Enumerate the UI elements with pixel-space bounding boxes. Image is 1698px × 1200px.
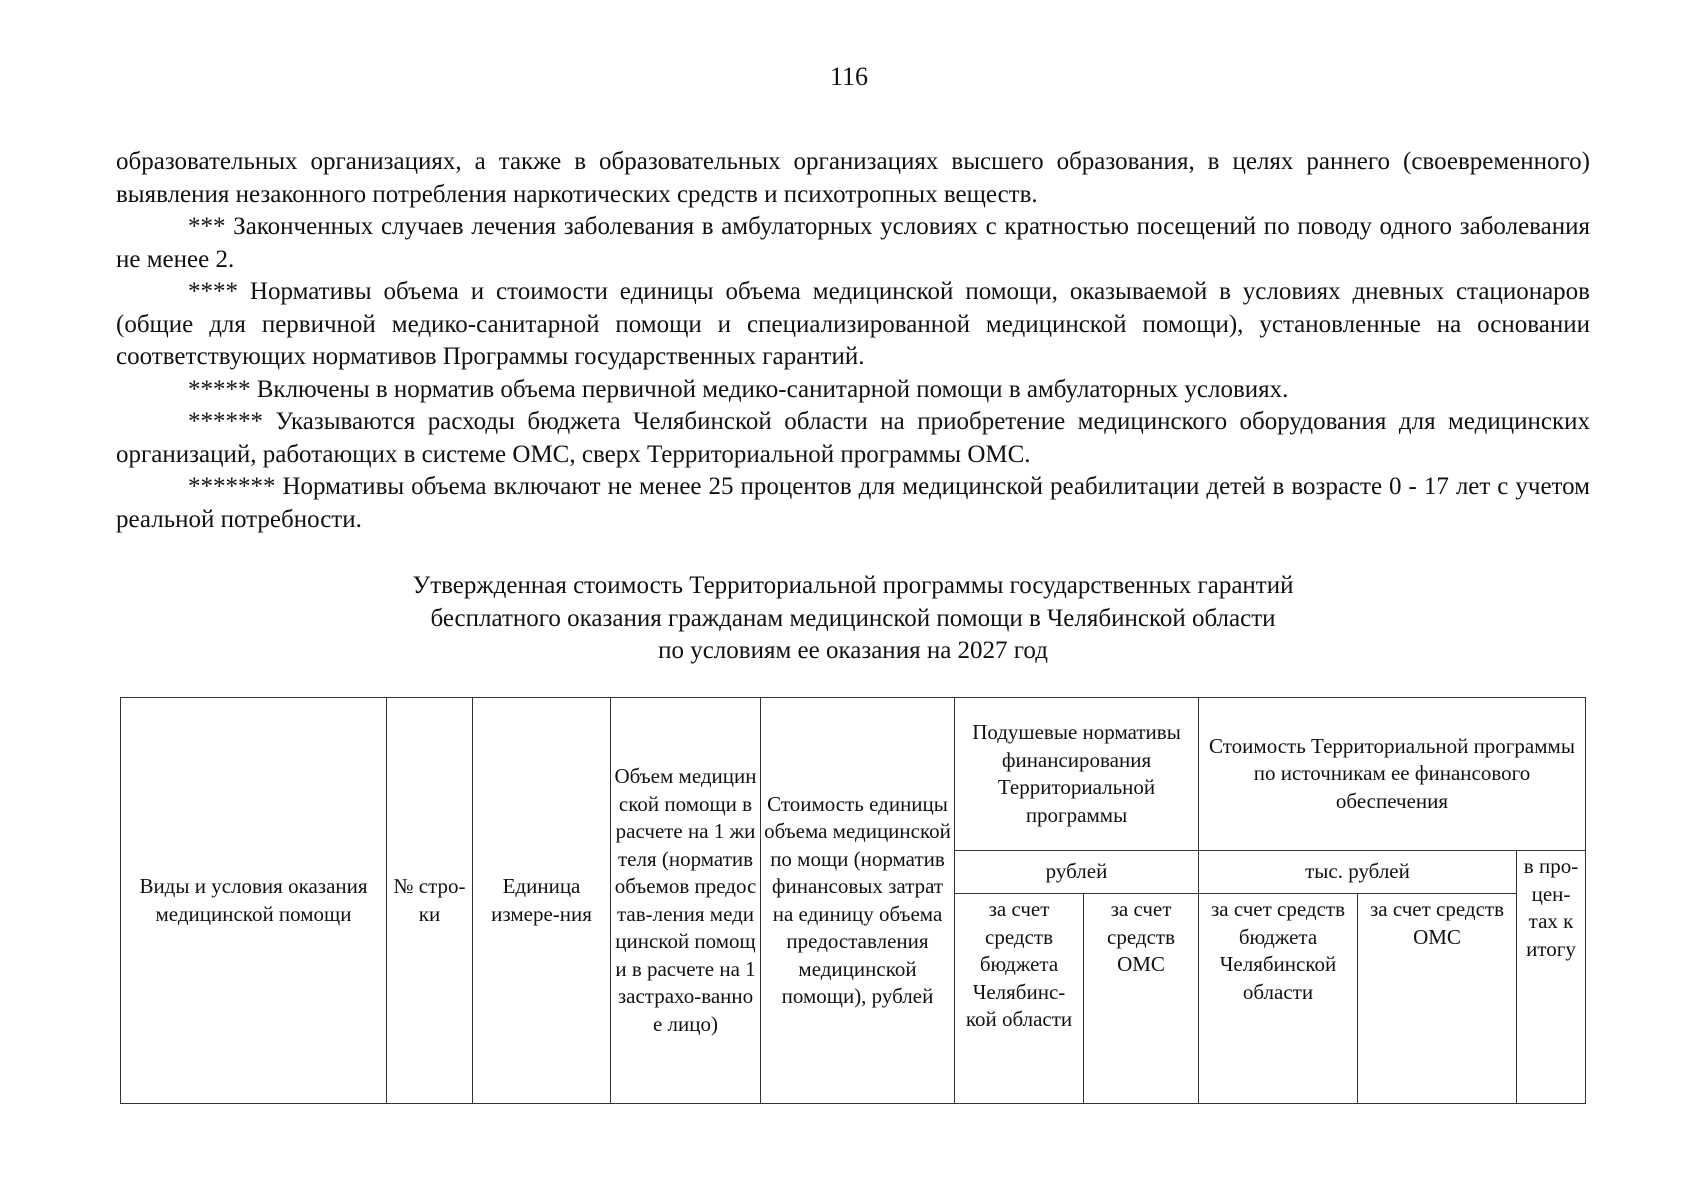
footnote-paragraph: ****** Указываются расходы бюджета Челябинской области на приобретение медицинского оборудования для медицинских организаций, работающих в системе ОМС, сверх Территориальной программы ОМС. <box>116 408 1590 468</box>
footnote-paragraph: ***** Включены в норматив объема первичной медико-санитарной помощи в амбулаторных условиях. <box>188 375 1289 403</box>
header-per-capita: Подушевые нормативы финансирования Территориальной программы <box>955 698 1199 851</box>
footnote-paragraph: *** Законченных случаев лечения заболевания в амбулаторных условиях с кратностью посещений по поводу одного заболевания не менее 2. <box>116 213 1590 273</box>
table-title-line: Утвержденная стоимость Территориальной программы государственных гарантий <box>412 572 1294 599</box>
header-per-capita-oms: за счет средств ОМС <box>1084 894 1199 1104</box>
page-number: 116 <box>829 62 869 91</box>
table-title-line: по условиям ее оказания на 2027 год <box>658 637 1048 664</box>
cost-table <box>120 697 1586 1104</box>
header-cost-budget: за счет средств бюджета Челябинской области <box>1199 894 1358 1104</box>
table-title <box>116 570 1590 668</box>
header-per-capita-budget: за счет средств бюджета Челябинс-кой области <box>955 894 1084 1104</box>
footnote-paragraph: ******* Нормативы объема включают не менее 25 процентов для медицинской реабилитации детей в возрасте 0 - 17 лет с учетом реальной потребности. <box>116 473 1590 533</box>
footnote-paragraph: образовательных организациях, а также в образовательных организациях высшего образования, в целях раннего (своевременного) выявления незаконного потребления наркотических средств и психотропных веществ. <box>116 148 1590 208</box>
footnote-paragraph: **** Нормативы объема и стоимости единицы объема медицинской помощи, оказываемой в условиях дневных стационаров (общие для первичной медико-санитарной помощи и специализированной медицинской помощи), установленные на основании соответствующих нормативов Программы государственных гарантий. <box>116 278 1590 370</box>
header-unit: Единица измере-ния <box>473 698 611 1104</box>
header-kinds-of-care: Виды и условия оказания медицинской помощи <box>121 698 387 1104</box>
header-thousand-rubles: тыс. рублей <box>1199 851 1517 894</box>
header-cost-oms: за счет средств ОМС <box>1358 894 1517 1104</box>
header-percent-of-total: в про-цен-тах к итогу <box>1517 851 1586 1104</box>
header-program-cost: Стоимость Территориальной программы по источникам ее финансового обеспечения <box>1199 698 1586 851</box>
cost-table-wrapper <box>120 697 1586 1104</box>
header-unit-cost: Стоимость единицы объема медицинской по мощи (норматив финансовых затрат на единицу объема предоставления медицинской помощи), рублей <box>761 698 955 1104</box>
header-rubles: рублей <box>955 851 1199 894</box>
header-volume: Объем медицинской помощи в расчете на 1 жителя (норматив объемов предостав-ления медицинской помощи в расчете на 1 застрахо-ванное лицо) <box>611 698 761 1104</box>
header-row-number: № стро-ки <box>387 698 473 1104</box>
table-title-line: бесплатного оказания гражданам медицинской помощи в Челябинской области <box>430 604 1276 632</box>
footnotes <box>116 146 1590 536</box>
